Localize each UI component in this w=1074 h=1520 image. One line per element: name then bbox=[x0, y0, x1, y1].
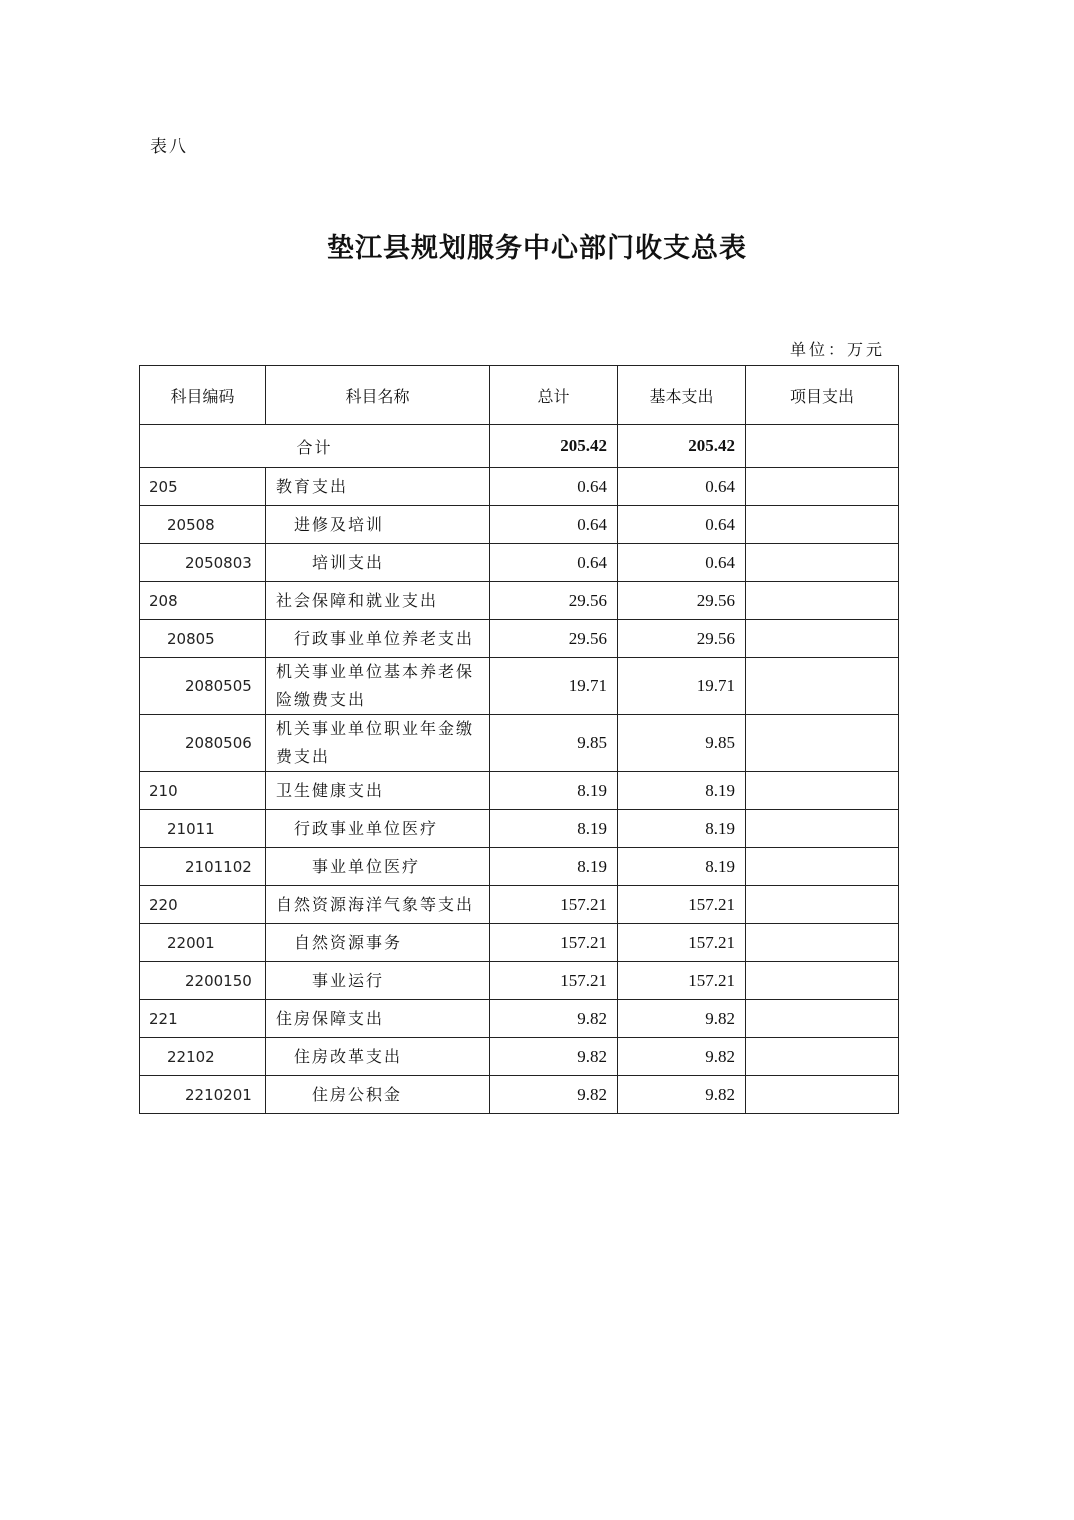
total-total: 205.42 bbox=[490, 425, 618, 468]
row-code: 20805 bbox=[140, 620, 266, 658]
page-title: 垫江县规划服务中心部门收支总表 bbox=[327, 233, 747, 264]
row-name: 社会保障和就业支出 bbox=[266, 582, 490, 620]
table-row bbox=[140, 658, 899, 715]
row-project bbox=[746, 848, 899, 886]
table-row bbox=[140, 1076, 899, 1114]
row-total: 0.64 bbox=[490, 468, 618, 506]
table-row bbox=[140, 1000, 899, 1038]
row-total: 9.82 bbox=[490, 1076, 618, 1114]
budget-table bbox=[139, 365, 899, 1114]
header-basic: 基本支出 bbox=[618, 366, 746, 425]
row-name: 机关事业单位基本养老保险缴费支出 bbox=[266, 658, 490, 715]
table-row bbox=[140, 506, 899, 544]
row-basic: 8.19 bbox=[618, 848, 746, 886]
row-total: 29.56 bbox=[490, 582, 618, 620]
row-total: 19.71 bbox=[490, 658, 618, 715]
total-label: 合计 bbox=[140, 425, 490, 468]
row-project bbox=[746, 810, 899, 848]
row-code: 2050803 bbox=[140, 544, 266, 582]
row-code: 220 bbox=[140, 886, 266, 924]
row-name: 自然资源事务 bbox=[266, 924, 490, 962]
row-code: 2101102 bbox=[140, 848, 266, 886]
row-code: 22001 bbox=[140, 924, 266, 962]
table-row bbox=[140, 848, 899, 886]
row-basic: 157.21 bbox=[618, 962, 746, 1000]
total-basic: 205.42 bbox=[618, 425, 746, 468]
row-basic: 157.21 bbox=[618, 886, 746, 924]
row-code: 2200150 bbox=[140, 962, 266, 1000]
row-project bbox=[746, 620, 899, 658]
row-basic: 9.82 bbox=[618, 1000, 746, 1038]
header-total: 总计 bbox=[490, 366, 618, 425]
table-label: 表八 bbox=[150, 137, 188, 157]
header-name: 科目名称 bbox=[266, 366, 490, 425]
table-row bbox=[140, 924, 899, 962]
row-code: 2080506 bbox=[140, 715, 266, 772]
row-basic: 157.21 bbox=[618, 924, 746, 962]
row-code: 205 bbox=[140, 468, 266, 506]
header-row bbox=[140, 366, 899, 425]
row-name: 培训支出 bbox=[266, 544, 490, 582]
row-total: 0.64 bbox=[490, 544, 618, 582]
row-project bbox=[746, 658, 899, 715]
row-project bbox=[746, 772, 899, 810]
row-name: 教育支出 bbox=[266, 468, 490, 506]
row-name: 自然资源海洋气象等支出 bbox=[266, 886, 490, 924]
table-row bbox=[140, 962, 899, 1000]
table-row bbox=[140, 810, 899, 848]
row-name: 卫生健康支出 bbox=[266, 772, 490, 810]
row-project bbox=[746, 1038, 899, 1076]
table-row bbox=[140, 620, 899, 658]
row-total: 8.19 bbox=[490, 810, 618, 848]
row-basic: 29.56 bbox=[618, 620, 746, 658]
row-basic: 9.82 bbox=[618, 1038, 746, 1076]
row-project bbox=[746, 544, 899, 582]
row-name: 机关事业单位职业年金缴费支出 bbox=[266, 715, 490, 772]
row-total: 0.64 bbox=[490, 506, 618, 544]
row-basic: 9.85 bbox=[618, 715, 746, 772]
row-basic: 0.64 bbox=[618, 544, 746, 582]
row-project bbox=[746, 582, 899, 620]
row-total: 157.21 bbox=[490, 962, 618, 1000]
table-row bbox=[140, 544, 899, 582]
row-name: 行政事业单位医疗 bbox=[266, 810, 490, 848]
unit-label: 单位：万元 bbox=[790, 340, 886, 359]
row-project bbox=[746, 506, 899, 544]
row-name: 事业单位医疗 bbox=[266, 848, 490, 886]
table-row bbox=[140, 715, 899, 772]
table-row bbox=[140, 772, 899, 810]
table-row bbox=[140, 1038, 899, 1076]
row-name: 住房保障支出 bbox=[266, 1000, 490, 1038]
row-name: 行政事业单位养老支出 bbox=[266, 620, 490, 658]
header-code: 科目编码 bbox=[140, 366, 266, 425]
table-row bbox=[140, 468, 899, 506]
row-total: 157.21 bbox=[490, 924, 618, 962]
row-project bbox=[746, 468, 899, 506]
row-project bbox=[746, 962, 899, 1000]
row-total: 9.82 bbox=[490, 1000, 618, 1038]
row-code: 210 bbox=[140, 772, 266, 810]
row-name: 住房公积金 bbox=[266, 1076, 490, 1114]
row-total: 9.85 bbox=[490, 715, 618, 772]
row-total: 8.19 bbox=[490, 848, 618, 886]
total-row bbox=[140, 425, 899, 468]
row-project bbox=[746, 924, 899, 962]
row-name: 住房改革支出 bbox=[266, 1038, 490, 1076]
row-code: 20508 bbox=[140, 506, 266, 544]
row-basic: 29.56 bbox=[618, 582, 746, 620]
row-basic: 9.82 bbox=[618, 1076, 746, 1114]
row-code: 208 bbox=[140, 582, 266, 620]
row-name: 事业运行 bbox=[266, 962, 490, 1000]
row-basic: 8.19 bbox=[618, 810, 746, 848]
table-row bbox=[140, 886, 899, 924]
row-total: 8.19 bbox=[490, 772, 618, 810]
row-basic: 19.71 bbox=[618, 658, 746, 715]
row-basic: 0.64 bbox=[618, 506, 746, 544]
row-basic: 0.64 bbox=[618, 468, 746, 506]
row-code: 2080505 bbox=[140, 658, 266, 715]
row-code: 22102 bbox=[140, 1038, 266, 1076]
total-project bbox=[746, 425, 899, 468]
row-project bbox=[746, 886, 899, 924]
row-code: 2210201 bbox=[140, 1076, 266, 1114]
row-code: 21011 bbox=[140, 810, 266, 848]
row-total: 157.21 bbox=[490, 886, 618, 924]
row-project bbox=[746, 1076, 899, 1114]
row-project bbox=[746, 1000, 899, 1038]
row-project bbox=[746, 715, 899, 772]
row-name: 进修及培训 bbox=[266, 506, 490, 544]
row-total: 9.82 bbox=[490, 1038, 618, 1076]
row-code: 221 bbox=[140, 1000, 266, 1038]
row-basic: 8.19 bbox=[618, 772, 746, 810]
row-total: 29.56 bbox=[490, 620, 618, 658]
header-project: 项目支出 bbox=[746, 366, 899, 425]
table-row bbox=[140, 582, 899, 620]
